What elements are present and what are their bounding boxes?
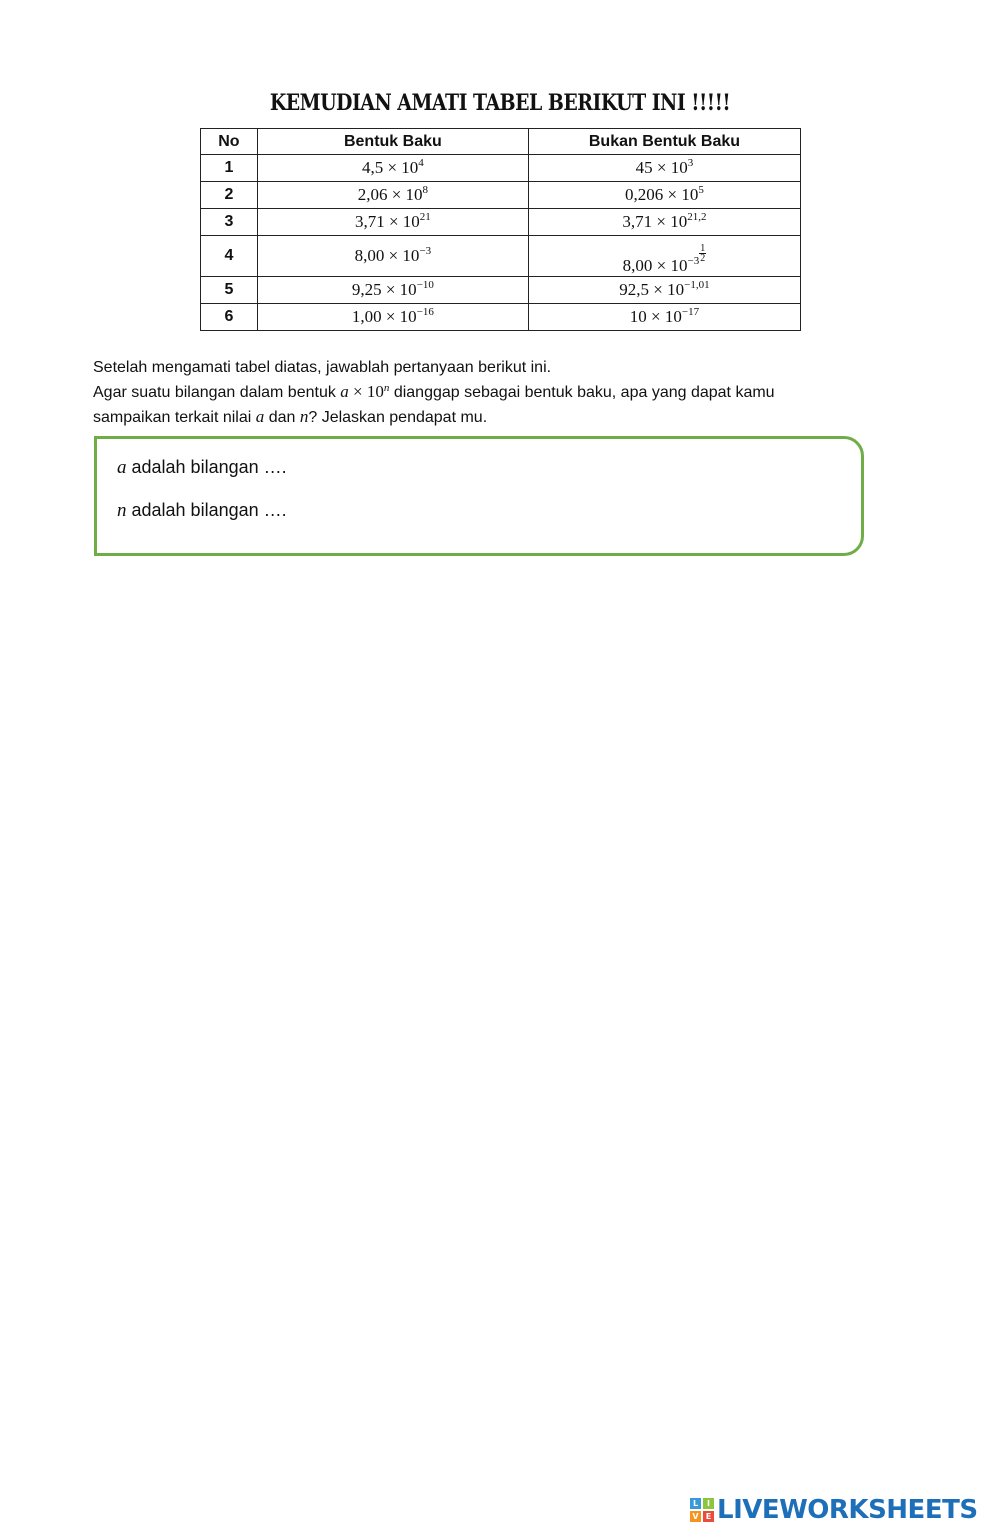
answer-box [94, 436, 864, 556]
row-number: 2 [201, 182, 258, 209]
header-bukan-bentuk-baku: Bukan Bentuk Baku [528, 129, 800, 155]
bukan-bentuk-baku-cell: $8,00 \times 10^{-3}$ $\frac{1}{2}$ [528, 236, 800, 277]
bentuk-baku-cell: $4,5 \times 10^4$ [257, 155, 528, 182]
table-row [201, 277, 801, 304]
page-title: KEMUDIAN AMATI TABEL BERIKUT INI !!!!! [269, 90, 731, 116]
row-number: 1 [201, 155, 258, 182]
comparison-table [200, 128, 801, 331]
bentuk-baku-cell: $1,00 \times 10^{-16}$ [257, 304, 528, 331]
bentuk-baku-cell: $3,71 \times 10^{21}$ [257, 209, 528, 236]
bentuk-baku-cell: $2,06 \times 10^8$ [257, 182, 528, 209]
bukan-bentuk-baku-cell: $92,5 \times 10^{-1,01}$ [528, 277, 800, 304]
header-no: No [201, 129, 258, 155]
question-body: Agar suatu bilangan dalam bentuk $a \times 10^n$ dianggap sebagai bentuk baku, apa yang dapat kamu [93, 382, 775, 401]
answer-n-line[interactable]: n adalah bilangan …. [117, 500, 287, 521]
row-number: 3 [201, 209, 258, 236]
bukan-bentuk-baku-cell: $0,206 \times 10^5$ [528, 182, 800, 209]
bukan-bentuk-baku-cell: $3,71 \times 10^{21,2}$ [528, 209, 800, 236]
table-row [201, 182, 801, 209]
liveworksheets-brand[interactable] [690, 1493, 978, 1527]
fraction-exponent: $\frac{1}{2}$ [700, 243, 706, 264]
row-number: 6 [201, 304, 258, 331]
liveworksheets-logo-icon: L I V E [690, 1498, 714, 1522]
bentuk-baku-cell: $8,00 \times 10^{-3}$ [257, 236, 528, 277]
answer-a-line[interactable]: a adalah bilangan …. [117, 457, 287, 478]
question-intro: Setelah mengamati tabel diatas, jawablah pertanyaan berikut ini. [93, 359, 552, 376]
table-header-row [201, 129, 801, 155]
bentuk-baku-cell: $9,25 \times 10^{-10}$ [257, 277, 528, 304]
table-row [201, 155, 801, 182]
table-row [201, 236, 801, 277]
row-number: 5 [201, 277, 258, 304]
brand-name: LIVEWORKSHEETS [717, 1495, 978, 1525]
bukan-bentuk-baku-cell: $45 \times 10^3$ [528, 155, 800, 182]
question-body-cont: sampaikan terkait nilai a dan n? Jelaskan pendapat mu. [93, 407, 488, 426]
row-number: 4 [201, 236, 258, 277]
bukan-bentuk-baku-cell: $10 \times 10^{-17}$ [528, 304, 800, 331]
table-row [201, 209, 801, 236]
table-row [201, 304, 801, 331]
question-text [93, 356, 893, 430]
header-bentuk-baku: Bentuk Baku [257, 129, 528, 155]
